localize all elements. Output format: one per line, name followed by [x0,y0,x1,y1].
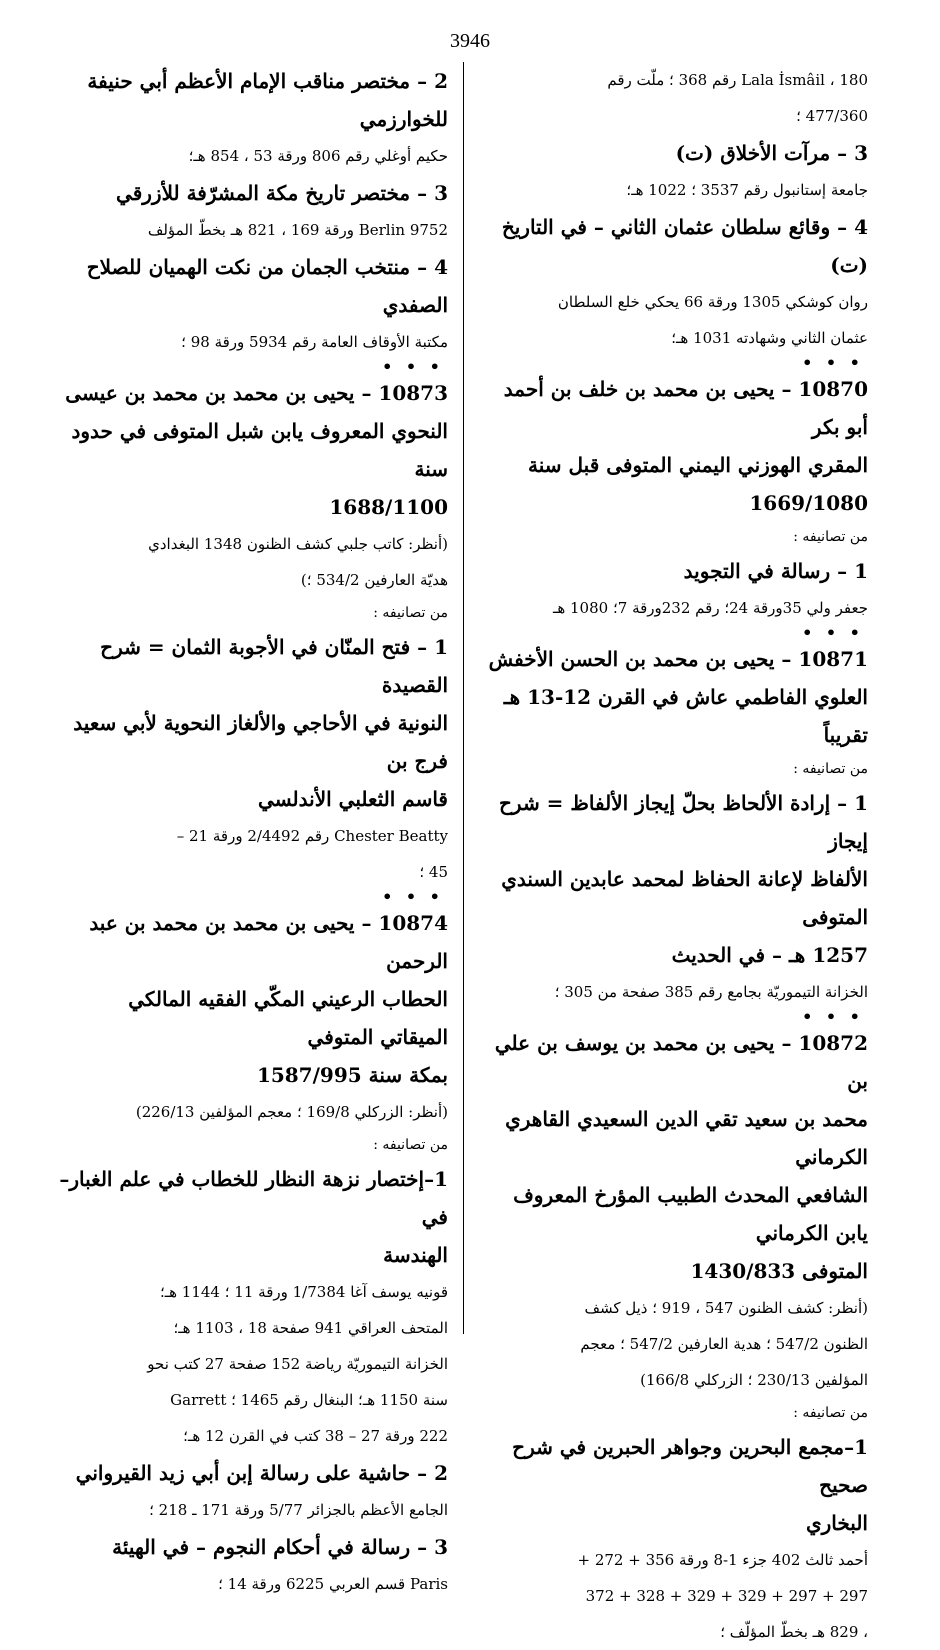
work-title: النحوي المعروف يابن شبل المتوفى في حدود سنة [71,419,448,481]
work-title: المقري الهوزني اليمني المتوفى قبل سنة 1669/1080 [528,453,868,515]
entry-heading: 10872 – يحيى بن محمد بن يوسف بن علي بن [494,1031,868,1093]
work-title: 4 – وقائع سلطان عثمان الثاني – في التاريخ (ت) [501,215,868,277]
work-title: 1688/1100 [329,495,448,519]
work-title: 2 – حاشية على رسالة إبن أبي زيد القيرواني [75,1461,448,1485]
work-title: 1–إختصار نزهة النظار للخطاب في علم الغبار–في [59,1167,448,1229]
manuscript-reference: Chester Beatty رقم 2/4492 ورقة 21 – [176,827,448,845]
work-title: 1 – رسالة في التجويد [683,559,868,583]
manuscript-reference: 45 ؛ [419,863,448,881]
work-title: النونية في الأحاجي والألغاز النحوية لأبي سعيد فرج بن [73,711,448,773]
work-title: 3 – مختصر تاريخ مكة المشرّفة للأزرقي [116,181,448,205]
manuscript-reference: روان كوشكي 1305 ورقة 66 يحكي خلع السلطان [557,293,868,311]
left-column [58,62,448,1602]
manuscript-reference: الظنون 547/2 ؛ هدية العارفين 547/2 ؛ معجم [580,1335,868,1353]
section-label: من تصانيفه : [793,1405,868,1421]
separator-dots: • • • [382,887,444,906]
column-divider [463,62,464,1334]
manuscript-reference: سنة 1150 هـ؛ البنغال رقم 1465 ؛ Garrett [170,1391,448,1409]
manuscript-reference: Berlin 9752 ورقة 169 ، 821 هـ بخطّ المؤلف [147,221,448,239]
entry-heading: 10873 – يحيى بن محمد بن محمد بن عيسى [65,381,448,405]
right-column [478,62,868,1650]
work-title: 3 – رسالة في أحكام النجوم – في الهيئة [112,1535,448,1559]
section-label: من تصانيفه : [793,529,868,545]
entry-heading: 10874 – يحيى بن محمد بن محمد بن عبد الرحمن [89,911,448,973]
work-title: قاسم الثعلبي الأندلسي [258,787,448,811]
work-title: الشافعي المحدث الطبيب المؤرخ المعروف يابن الكرماني [513,1183,868,1245]
work-title: الألفاظ لإعانة الحفاظ لمحمد عابدين السندي المتوفى [501,867,868,929]
separator-dots: • • • [802,1007,864,1026]
work-title: الحطاب الرعيني المكّي الفقيه المالكي الميقاتي المتوفي [128,987,448,1049]
section-label: من تصانيفه : [373,1137,448,1153]
work-title: 4 – منتخب الجمان من نكت الهميان للصلاح الصفدي [86,255,448,317]
section-label: من تصانيفه : [373,605,448,621]
work-title: 1–مجمع البحرين وجواهر الحبرين في شرح صحيح [512,1435,868,1497]
work-title: 1257 هـ – في الحديث [671,943,868,967]
work-title: 1 – فتح المنّان في الأجوبة الثمان = شرح القصيدة [100,635,448,697]
manuscript-reference: الجامع الأعظم بالجزائر 5/77 ورقة 171 ـ 218 ؛ [149,1501,448,1519]
manuscript-reference: الخزانة التيموريّة رياضة 152 صفحة 27 كتب نحو [147,1355,448,1373]
manuscript-reference: (أنظر: الزركلي 169/8 ؛ معجم المؤلفين 226/13) [135,1103,448,1121]
manuscript-reference: 297 + 297 + 329 + 329 + 328 + 372 [585,1587,868,1605]
manuscript-reference: (أنظر: كشف الظنون 547 ، 919 ؛ ذيل كشف [584,1299,868,1317]
separator-dots: • • • [382,357,444,376]
page-number: 3946 [450,30,490,52]
manuscript-reference: Paris قسم العربي 6225 ورقة 14 ؛ [218,1575,448,1593]
manuscript-reference: 180 ، Lala İsmâil رقم 368 ؛ ملّت رقم [607,71,868,89]
work-title: بمكة سنة 1587/995 [256,1063,448,1087]
work-title: الهندسة [383,1243,448,1267]
separator-dots: • • • [802,353,864,372]
manuscript-reference: المؤلفين 230/13 ؛ الزركلي 166/8) [640,1371,868,1389]
manuscript-reference: عثمان الثاني وشهادته 1031 هـ؛ [671,329,868,347]
work-title: محمد بن سعيد تقي الدين السعيدي القاهري الكرماني [505,1107,868,1169]
work-title: 3 – مرآت الأخلاق (ت) [675,141,868,165]
manuscript-reference: 222 ورقة 27 – 38 كتب في القرن 12 هـ؛ [183,1427,448,1445]
manuscript-reference: مكتبة الأوقاف العامة رقم 5934 ورقة 98 ؛ [181,333,448,351]
work-title: العلوي الفاطمي عاش في القرن 12-13 هـ تقريباً [503,685,868,747]
entry-heading: 10870 – يحيى بن محمد بن خلف بن أحمد أبو بكر [503,377,868,439]
manuscript-reference: هديّة العارفين 534/2 ؛) [300,571,448,589]
work-title: المتوفى 1430/833 [690,1259,868,1283]
manuscript-reference: الخزانة التيموريّة بجامع رقم 385 صفحة من 305 ؛ [554,983,868,1001]
manuscript-reference: المتحف العراقي 941 صفحة 18 ، 1103 هـ؛ [173,1319,448,1337]
entry-heading: 10871 – يحيى بن محمد بن الحسن الأخفش [488,647,868,671]
work-title: البخاري [805,1511,868,1535]
section-label: من تصانيفه : [793,761,868,777]
manuscript-reference: 477/360 ؛ [796,107,868,125]
work-title: 2 – مختصر مناقب الإمام الأعظم أبي حنيفة للخوارزمي [87,69,448,131]
manuscript-reference: قونيه يوسف آغا 1/7384 ورقة 11 ؛ 1144 هـ؛ [159,1283,448,1301]
manuscript-reference: أحمد ثالث 402 جزء 1-8 ورقة 356 + 272 + [577,1551,868,1569]
separator-dots: • • • [802,623,864,642]
manuscript-reference: حكيم أوغلي رقم 806 ورقة 53 ، 854 هـ؛ [188,147,448,165]
manuscript-reference: جامعة إستانبول رقم 3537 ؛ 1022 هـ؛ [626,181,868,199]
manuscript-reference: جعفر ولي 35ورقة 24؛ رقم 232ورقة 7؛ 1080 هـ [552,599,868,617]
work-title: 1 – إرادة الألحاظ بحلّ إيجاز الألفاظ = شرح إيجاز [499,791,868,853]
manuscript-reference: (أنظر: كاتب جلبي كشف الظنون 1348 البغدادي [148,535,448,553]
manuscript-reference: ، 829 هـ بخطّ المؤلّف ؛ [720,1623,868,1641]
